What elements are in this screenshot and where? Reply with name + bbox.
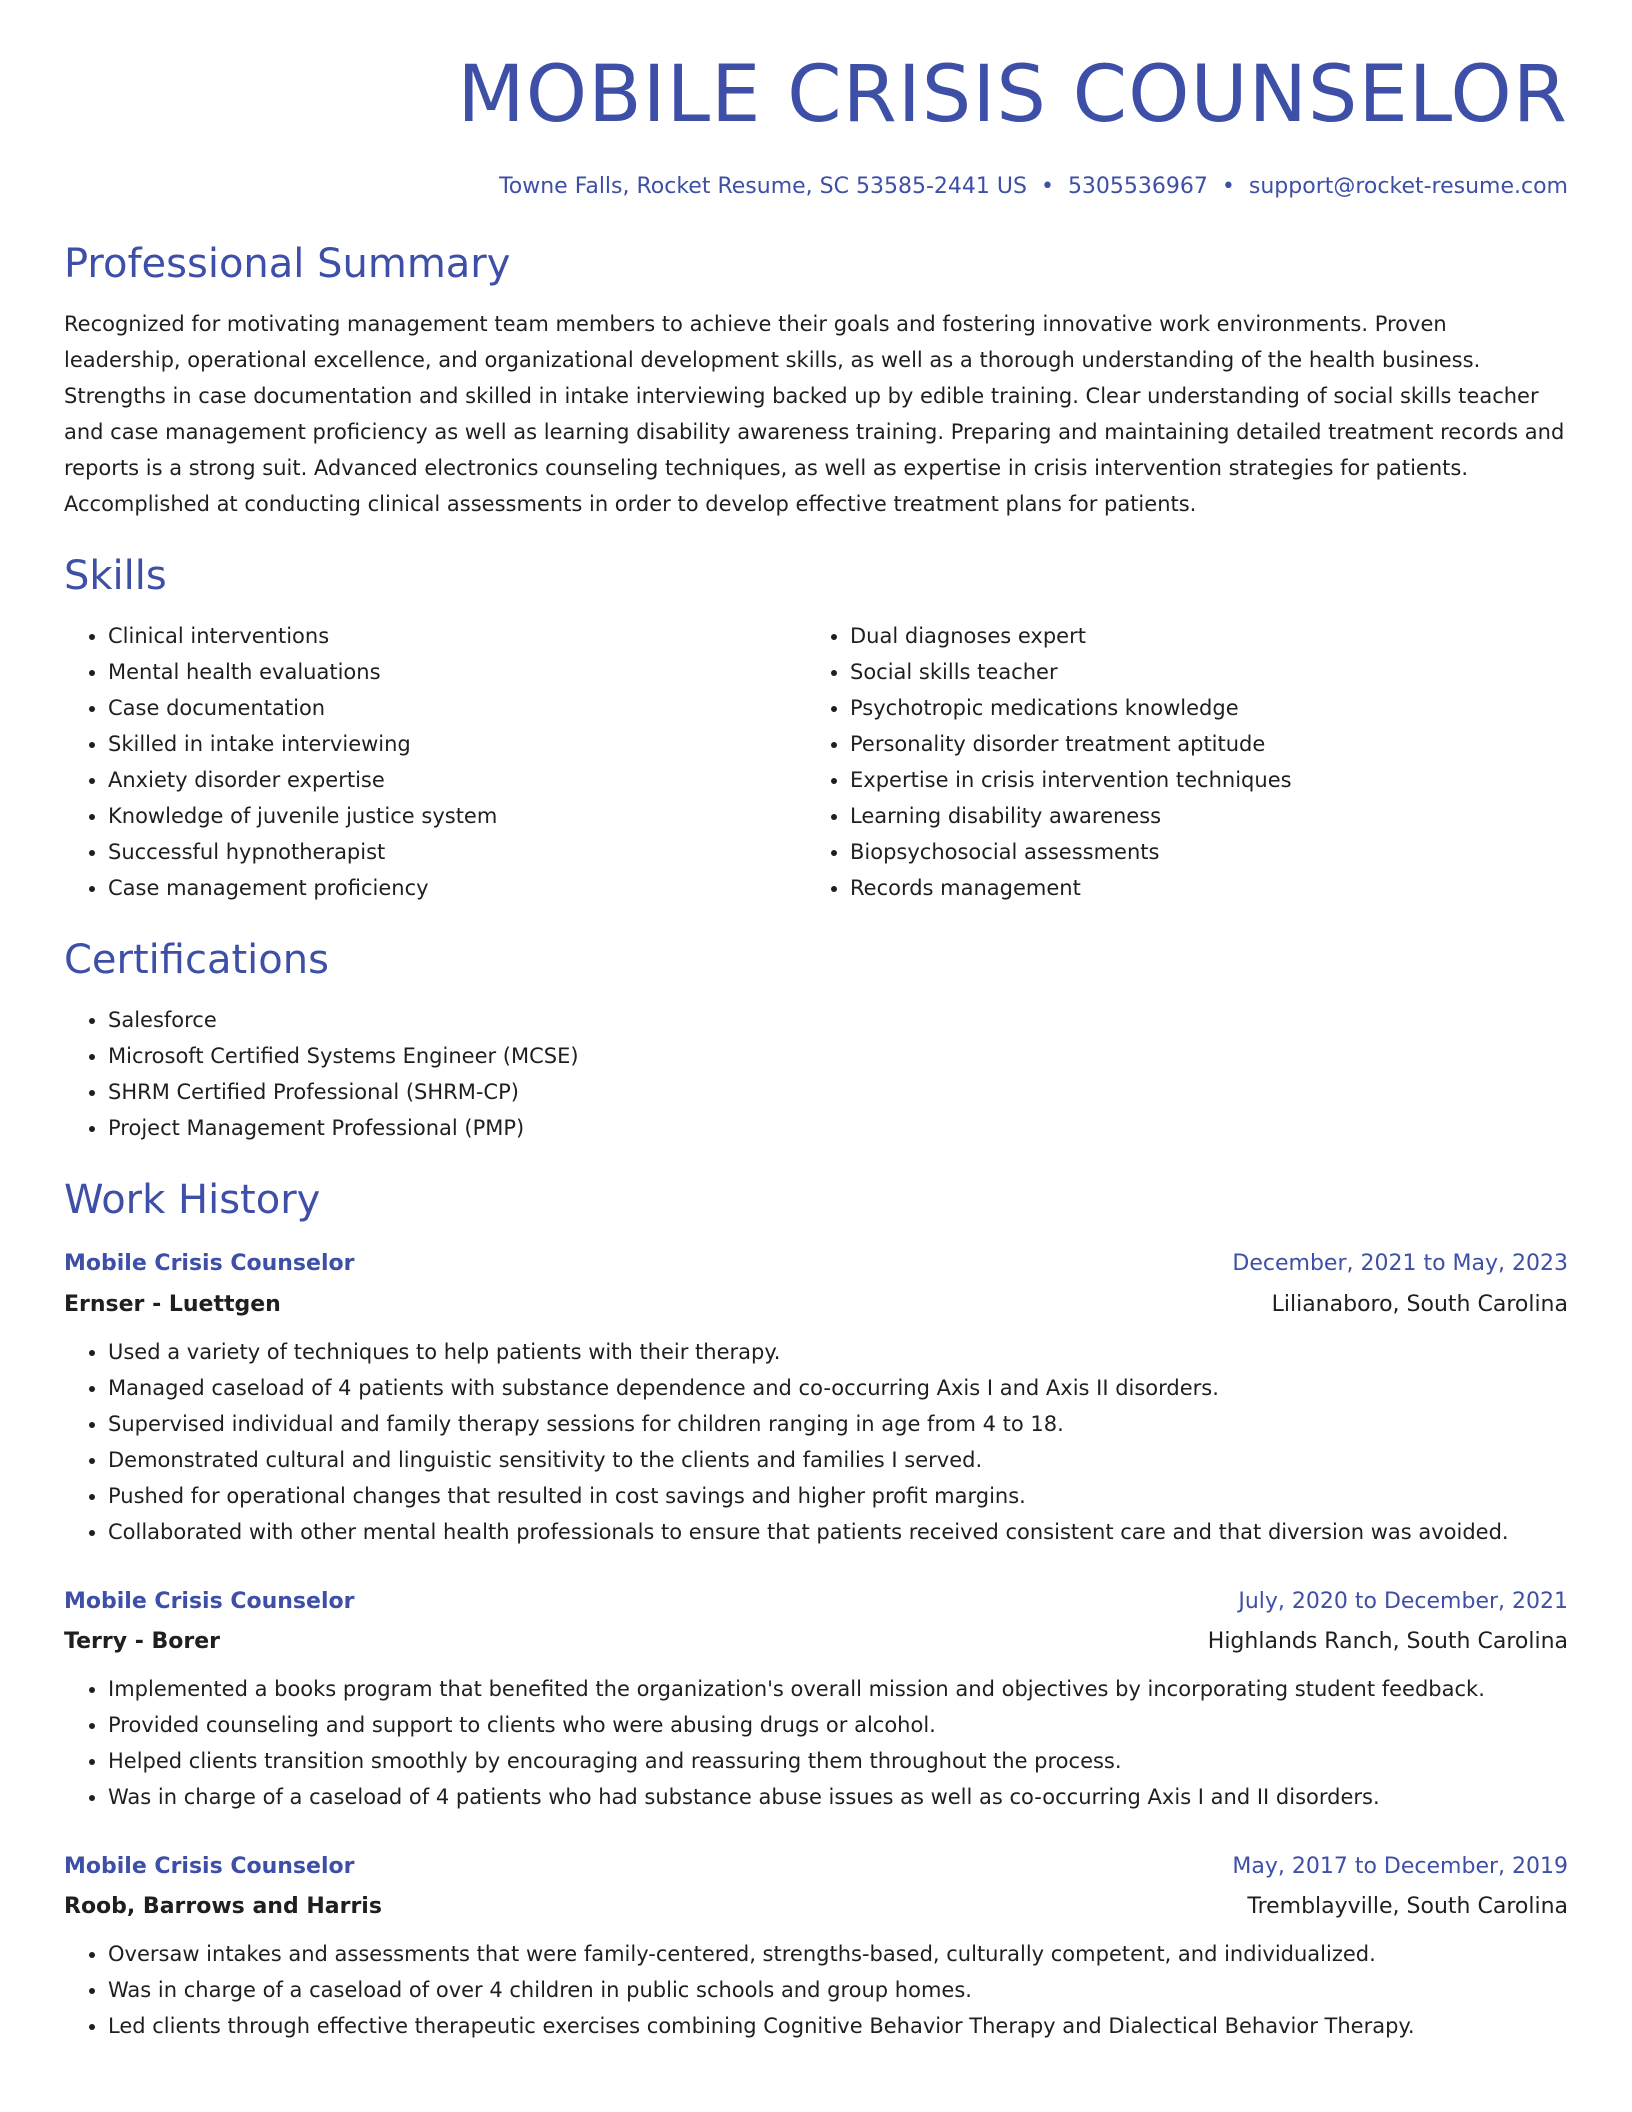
- skill-item: • Anxiety disorder expertise: [108, 762, 806, 798]
- job-company: Terry - Borer: [64, 1629, 220, 1655]
- certification-item: • Salesforce: [108, 1002, 1568, 1038]
- skill-item: • Social skills teacher: [850, 654, 1548, 690]
- job-bullet: • Led clients through effective therapeutic exercises combining Cognitive Behavior Therapy and Dialectical Behavior Therapy.: [108, 2008, 1568, 2044]
- job-title-row: [64, 1250, 1568, 1279]
- job-title: Mobile Crisis Counselor: [64, 1588, 355, 1614]
- contact-phone: 5305536967: [1067, 174, 1208, 199]
- skills-heading: Skills: [64, 553, 167, 600]
- skill-item: • Biopsychosocial assessments: [850, 834, 1548, 870]
- job-bullet: • Pushed for operational changes that resulted in cost savings and higher profit margins.: [108, 1478, 1568, 1514]
- certifications-list: [64, 1002, 1568, 1146]
- skill-item: • Records management: [850, 870, 1548, 906]
- contact-email: support@rocket-resume.com: [1248, 174, 1568, 199]
- job-company: Roob, Barrows and Harris: [64, 1894, 382, 1920]
- contact-separator: •: [1221, 174, 1235, 199]
- job-dates: May, 2017 to December, 2019: [1232, 1853, 1568, 1879]
- skill-item: • Dual diagnoses expert: [850, 618, 1548, 654]
- job-entry: [64, 1853, 1568, 2044]
- job-company-row: [64, 1628, 1568, 1657]
- summary-text: Recognized for motivating management team members to achieve their goals and fostering innovative work environments. Proven leadership, operational excellence, and organizational development skills, as well as a thorough understanding of the health business. Strengths in case documentation and skilled in intake interviewing backed up by edible training. Clear understanding of social skills teacher and case management proficiency as well as learning disability awareness training. Preparing and maintaining detailed treatment records and reports is a strong suit. Advanced electronics counseling techniques, as well as expertise in crisis intervention strategies for patients. Accomplished at conducting clinical assessments in order to develop effective treatment plans for patients.: [64, 312, 1565, 517]
- candidate-name: MOBILE CRISIS COUNSELOR: [457, 50, 1568, 140]
- skill-item: • Learning disability awareness: [850, 798, 1548, 834]
- skills-list-right: [806, 618, 1548, 906]
- job-entry: [64, 1588, 1568, 1815]
- contact-line: [64, 174, 1568, 200]
- contact-address: Towne Falls, Rocket Resume, SC 53585-2441 US: [499, 174, 1027, 199]
- summary-heading: Professional Summary: [64, 241, 511, 288]
- skill-item: • Case management proficiency: [108, 870, 806, 906]
- job-location: Tremblayville, South Carolina: [1247, 1894, 1568, 1920]
- job-bullets: [64, 1671, 1568, 1815]
- job-location: Highlands Ranch, South Carolina: [1207, 1629, 1568, 1655]
- skill-item: • Personality disorder treatment aptitude: [850, 726, 1548, 762]
- job-bullet: • Used a variety of techniques to help patients with their therapy.: [108, 1334, 1568, 1370]
- skill-item: • Successful hypnotherapist: [108, 834, 806, 870]
- job-bullet: • Supervised individual and family therapy sessions for children ranging in age from 4 to 18.: [108, 1406, 1568, 1442]
- certification-item: • SHRM Certified Professional (SHRM-CP): [108, 1074, 1568, 1110]
- job-bullet: • Was in charge of a caseload of over 4 children in public schools and group homes.: [108, 1972, 1568, 2008]
- job-title-row: [64, 1588, 1568, 1617]
- skill-item: • Clinical interventions: [108, 618, 806, 654]
- skill-item: • Mental health evaluations: [108, 654, 806, 690]
- job-bullet: • Implemented a books program that benefited the organization's overall mission and objectives by incorporating student feedback.: [108, 1671, 1568, 1707]
- job-location: Lilianaboro, South Carolina: [1271, 1291, 1568, 1317]
- work-history-heading: Work History: [64, 1177, 321, 1224]
- skill-item: • Psychotropic medications knowledge: [850, 690, 1548, 726]
- job-bullets: [64, 1936, 1568, 2044]
- certifications-heading: Certifications: [64, 937, 329, 984]
- job-bullets: [64, 1334, 1568, 1550]
- skill-item: • Case documentation: [108, 690, 806, 726]
- job-bullet: • Collaborated with other mental health professionals to ensure that patients received consistent care and that diversion was avoided.: [108, 1514, 1568, 1550]
- job-entry: [64, 1250, 1568, 1549]
- job-bullet: • Was in charge of a caseload of 4 patients who had substance abuse issues as well as co-occurring Axis I and II disorders.: [108, 1779, 1568, 1815]
- skill-item: • Knowledge of juvenile justice system: [108, 798, 806, 834]
- job-company-row: [64, 1291, 1568, 1320]
- contact-separator: •: [1040, 174, 1054, 199]
- job-bullet: • Helped clients transition smoothly by encouraging and reassuring them throughout the process.: [108, 1743, 1568, 1779]
- skills-list-left: [64, 618, 806, 906]
- skills-columns: [64, 618, 1568, 906]
- job-bullet: • Provided counseling and support to clients who were abusing drugs or alcohol.: [108, 1707, 1568, 1743]
- job-company: Ernser - Luettgen: [64, 1291, 281, 1317]
- job-title-row: [64, 1853, 1568, 1882]
- skill-item: • Skilled in intake interviewing: [108, 726, 806, 762]
- job-title: Mobile Crisis Counselor: [64, 1251, 355, 1277]
- job-title: Mobile Crisis Counselor: [64, 1853, 355, 1879]
- job-bullet: • Managed caseload of 4 patients with substance dependence and co-occurring Axis I and Axis II disorders.: [108, 1370, 1568, 1406]
- certification-item: • Microsoft Certified Systems Engineer (MCSE): [108, 1038, 1568, 1074]
- job-dates: December, 2021 to May, 2023: [1232, 1251, 1568, 1277]
- certification-item: • Project Management Professional (PMP): [108, 1110, 1568, 1146]
- job-bullet: • Oversaw intakes and assessments that were family-centered, strengths-based, culturally competent, and individualized.: [108, 1936, 1568, 1972]
- job-company-row: [64, 1893, 1568, 1922]
- resume-header: [64, 0, 1568, 200]
- skill-item: • Expertise in crisis intervention techniques: [850, 762, 1548, 798]
- job-dates: July, 2020 to December, 2021: [1238, 1588, 1568, 1614]
- job-bullet: • Demonstrated cultural and linguistic sensitivity to the clients and families I served.: [108, 1442, 1568, 1478]
